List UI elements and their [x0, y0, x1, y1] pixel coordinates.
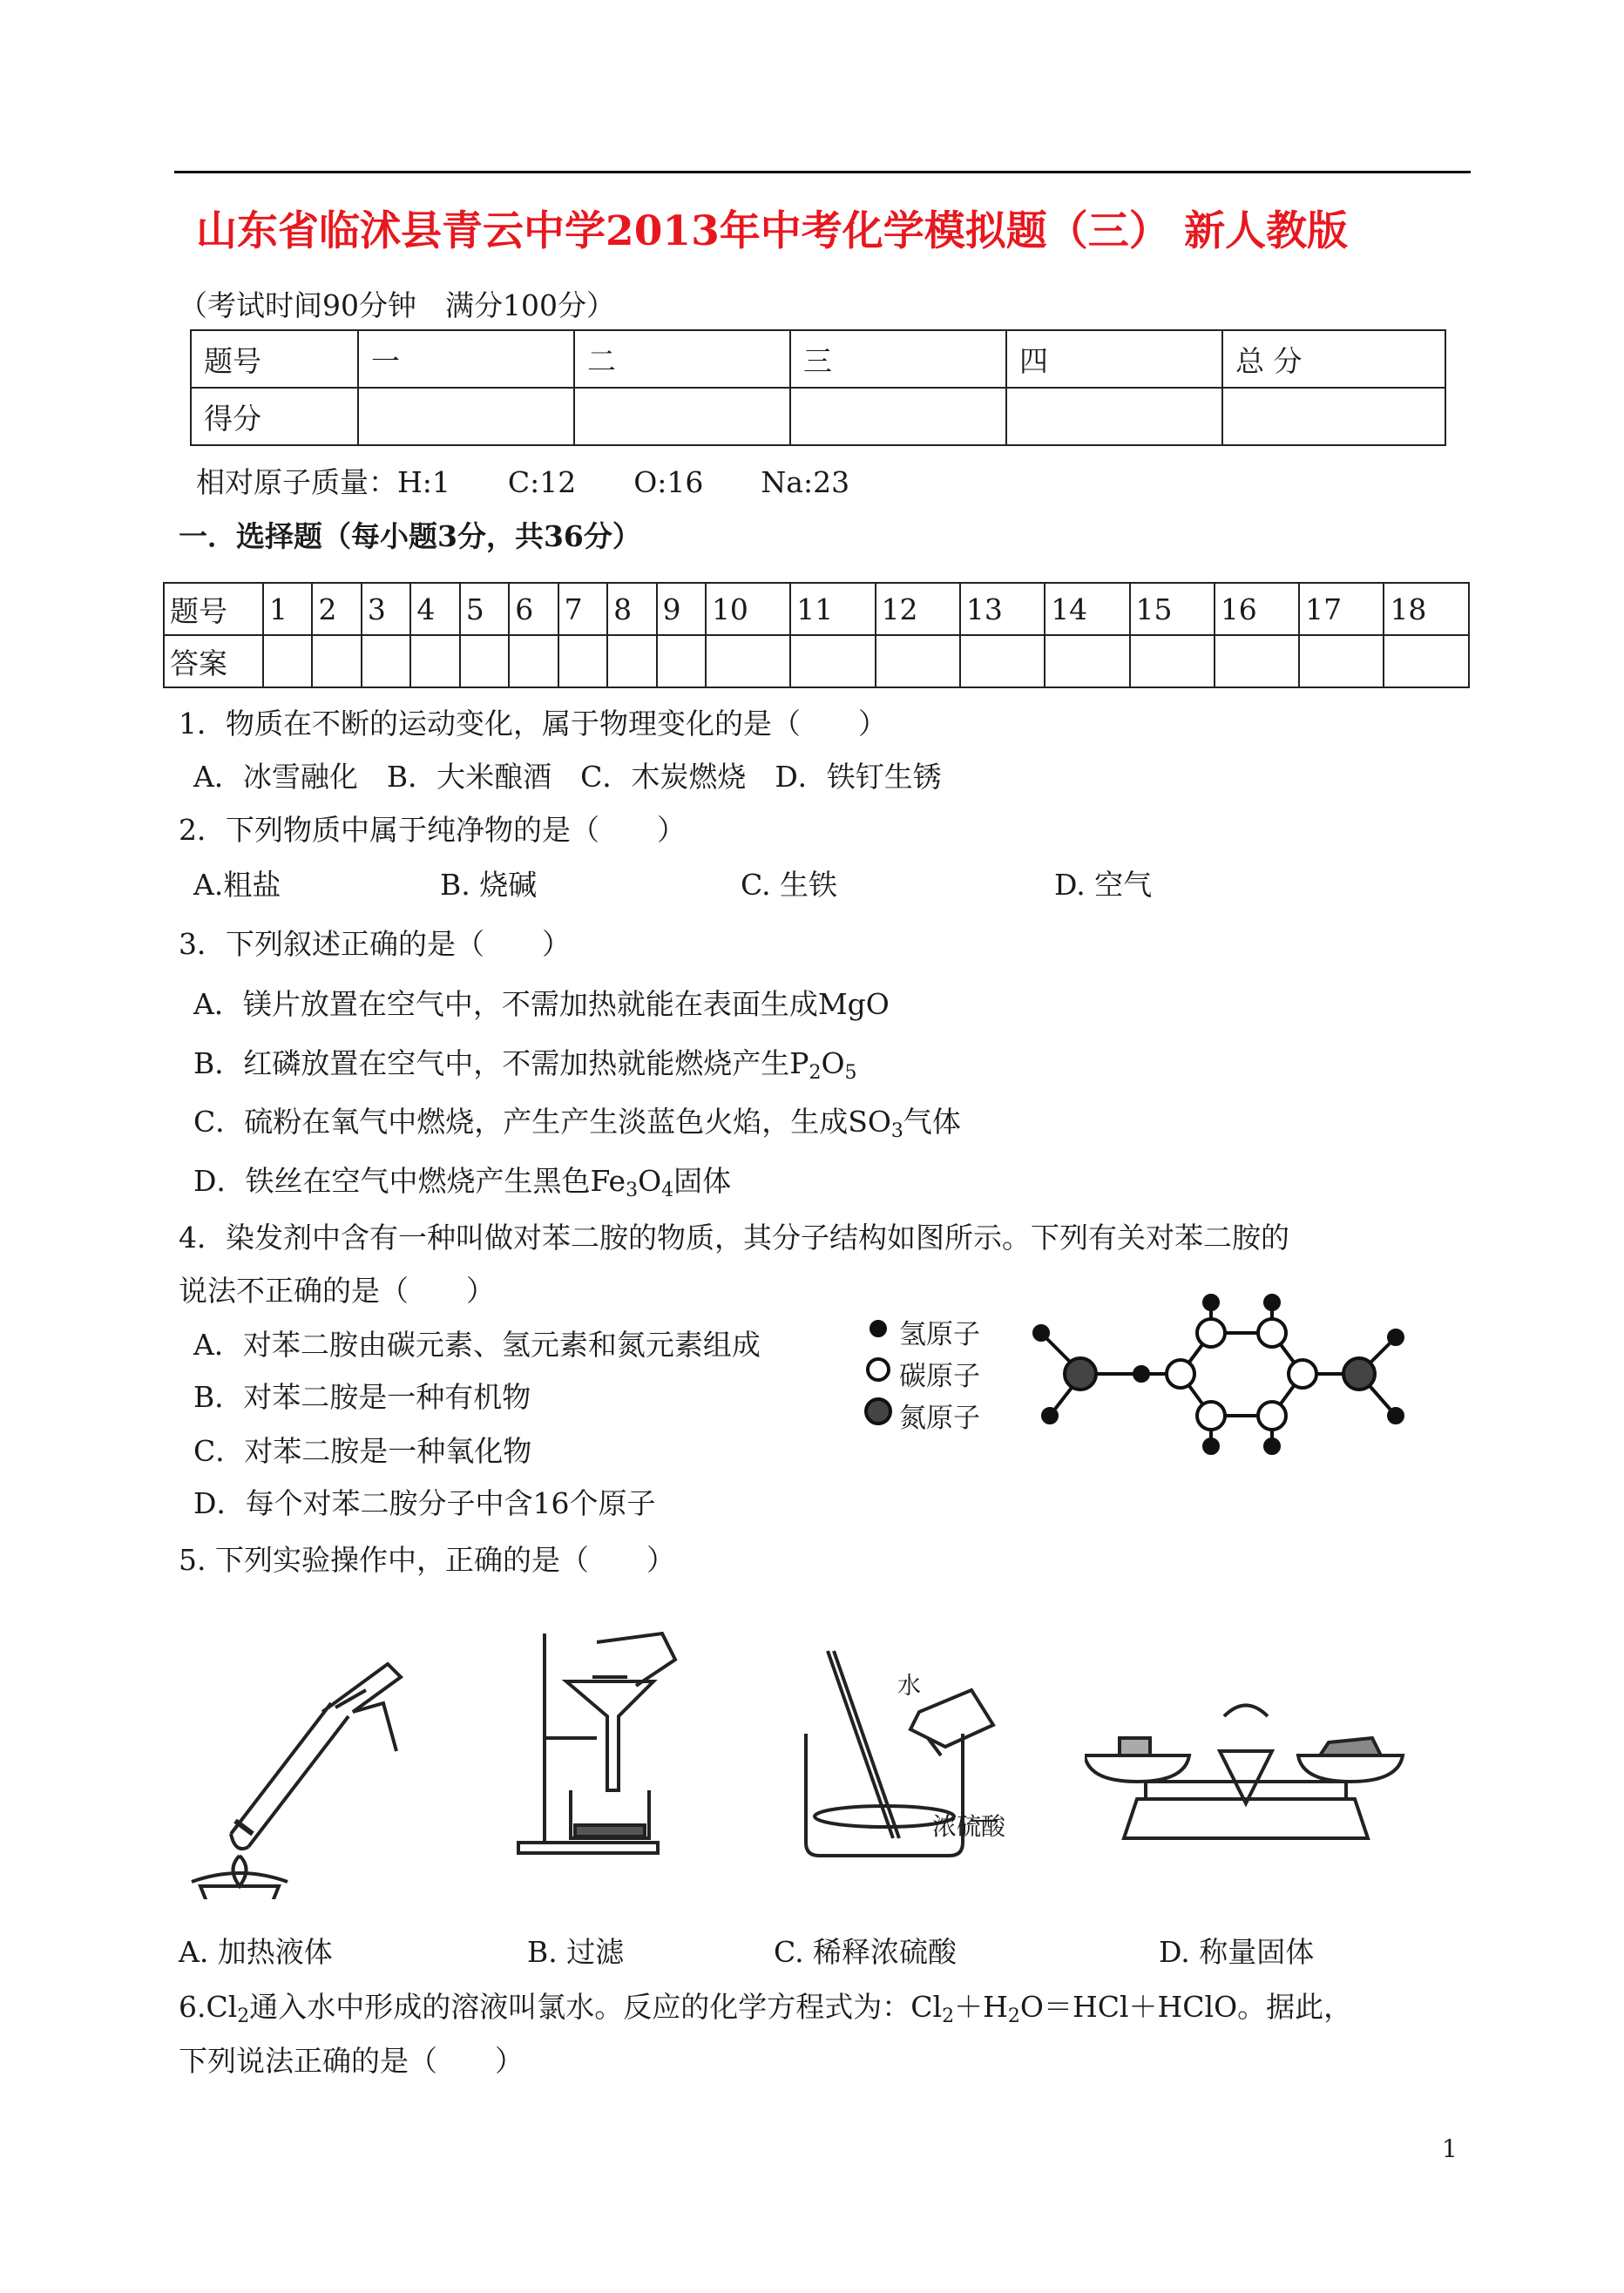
q4-option-c: C．对苯二胺是一种氧化物 [193, 1434, 532, 1468]
figure-heating-liquid [166, 1638, 418, 1899]
answer-cell [460, 635, 509, 687]
figure-diluting-acid [788, 1634, 1076, 1869]
answer-number-cell: 2 [312, 583, 361, 635]
score-cell [574, 388, 790, 445]
q2-stem: 2．下列物质中属于纯净物的是（ ） [179, 813, 686, 847]
answer-number-cell: 3 [362, 583, 410, 635]
answer-number-cell: 10 [706, 583, 790, 635]
answer-number-cell: 11 [790, 583, 875, 635]
answer-number-cell: 8 [607, 583, 656, 635]
q4-stem-line1: 4．染发剂中含有一种叫做对苯二胺的物质，其分子结构如图所示。下列有关对苯二胺的 [179, 1221, 1289, 1255]
answer-table [163, 582, 1470, 688]
acid-label: 浓硫酸 [932, 1812, 1006, 1841]
q6-stem-line2: 下列说法正确的是（ ） [179, 2044, 524, 2078]
score-header-cell: 总 分 [1222, 330, 1445, 388]
answer-cell [1215, 635, 1299, 687]
q4-stem-line2: 说法不正确的是（ ） [179, 1274, 495, 1308]
answer-cell [1384, 635, 1469, 687]
score-header-cell: 四 [1006, 330, 1222, 388]
q5-option-c: C. 稀释浓硫酸 [774, 1935, 957, 1969]
answer-number-cell: 7 [558, 583, 607, 635]
legend-hydrogen: 氢原子 [899, 1319, 980, 1350]
score-cell [790, 388, 1006, 445]
answer-cell [558, 635, 607, 687]
score-header-cell: 二 [574, 330, 790, 388]
answer-number-cell: 18 [1384, 583, 1469, 635]
answer-number-cell: 14 [1045, 583, 1129, 635]
answer-number-cell: 5 [460, 583, 509, 635]
q4-option-d: D．每个对苯二胺分子中含16个原子 [193, 1486, 656, 1520]
figure-filtration [510, 1625, 693, 1860]
q3-option-d: D．铁丝在空气中燃烧产生黑色$Fe_3O_4$固体 [193, 1164, 732, 1201]
answer-row-label: 答案 [164, 635, 263, 687]
answer-number-cell: 4 [410, 583, 459, 635]
page-number: 1 [1442, 2134, 1458, 2163]
answer-number-cell: 16 [1215, 583, 1299, 635]
q6-stem-line1: $6.Cl_2$通入水中形成的溶液叫氯水。反应的化学方程式为：$Cl_2+H_2O=HCl+HClO$。据此， [179, 1990, 1353, 2027]
exam-info: （考试时间90分钟 满分100分） [179, 288, 615, 322]
score-row-label: 得分 [191, 388, 358, 445]
q2-option-d: D. 空气 [1054, 868, 1153, 902]
answer-number-cell: 13 [960, 583, 1045, 635]
answer-number-cell: 17 [1299, 583, 1384, 635]
answer-cell [312, 635, 361, 687]
answer-cell [362, 635, 410, 687]
answer-cell [790, 635, 875, 687]
score-cell [1006, 388, 1222, 445]
q5-stem: 5. 下列实验操作中，正确的是（ ） [179, 1543, 675, 1577]
answer-cell [607, 635, 656, 687]
page-title: 山东省临沭县青云中学2013年中考化学模拟题（三） 新人教版 [196, 207, 1349, 255]
answer-cell [960, 635, 1045, 687]
answer-cell [509, 635, 558, 687]
q5-option-a: A. 加热液体 [179, 1935, 333, 1969]
top-rule [174, 171, 1471, 173]
answer-cell [1130, 635, 1215, 687]
score-cell [358, 388, 574, 445]
molecule-figure [863, 1289, 1429, 1455]
answer-cell [876, 635, 960, 687]
score-header-cell: 三 [790, 330, 1006, 388]
answer-number-cell: 15 [1130, 583, 1215, 635]
answer-number-cell: 12 [876, 583, 960, 635]
atomic-mass: 相对原子质量：H:1 C:12 O:16 Na:23 [196, 465, 850, 499]
score-header-cell: 题号 [191, 330, 358, 388]
figure-weighing-balance [1085, 1694, 1407, 1843]
q5-option-b: B. 过滤 [527, 1935, 625, 1969]
score-header-cell: 一 [358, 330, 574, 388]
q1-stem: 1．物质在不断的运动变化，属于物理变化的是（ ） [179, 707, 887, 741]
answer-cell [410, 635, 459, 687]
q1-options: A．冰雪融化 B．大米酿酒 C．木炭燃烧 D．铁钉生锈 [193, 760, 942, 794]
q2-option-c: C. 生铁 [741, 868, 838, 902]
answer-number-cell: 9 [657, 583, 706, 635]
legend-carbon: 碳原子 [899, 1361, 980, 1392]
score-table [190, 329, 1446, 446]
q3-stem: 3．下列叙述正确的是（ ） [179, 927, 571, 961]
section1-title: 一．选择题（每小题3分，共36分） [179, 519, 641, 553]
q3-option-a: A．镁片放置在空气中，不需加热就能在表面生成MgO [193, 987, 890, 1021]
answer-cell [657, 635, 706, 687]
answer-number-cell: 6 [509, 583, 558, 635]
answer-cell [263, 635, 312, 687]
score-cell [1222, 388, 1445, 445]
answer-cell [706, 635, 790, 687]
answer-header-label: 题号 [164, 583, 263, 635]
q3-option-b: B．红磷放置在空气中，不需加热就能燃烧产生$P_2O_5$ [193, 1046, 857, 1084]
legend-nitrogen: 氮原子 [899, 1403, 980, 1434]
q5-option-d: D. 称量固体 [1159, 1935, 1315, 1969]
q4-option-b: B．对苯二胺是一种有机物 [193, 1380, 531, 1414]
water-label: 水 [897, 1673, 921, 1700]
q4-option-a: A．对苯二胺由碳元素、氢元素和氮元素组成 [193, 1328, 761, 1362]
answer-number-cell: 1 [263, 583, 312, 635]
q3-option-c: C．硫粉在氧气中燃烧，产生产生淡蓝色火焰，生成$SO_3$气体 [193, 1105, 961, 1142]
q2-option-b: B. 烧碱 [440, 868, 538, 902]
answer-cell [1299, 635, 1384, 687]
answer-cell [1045, 635, 1129, 687]
q2-option-a: A.粗盐 [193, 868, 281, 902]
